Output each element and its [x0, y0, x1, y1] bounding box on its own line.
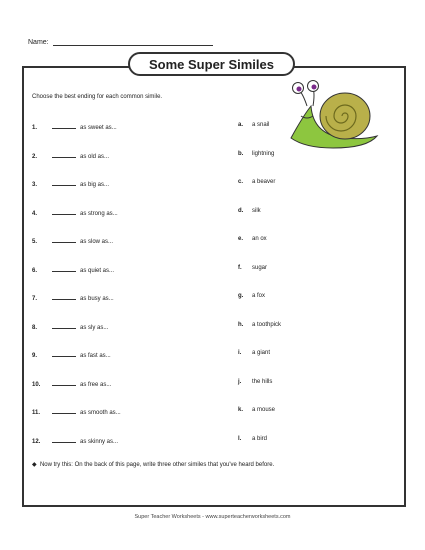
question-text: as skinny as...: [80, 438, 119, 445]
question-text: as slow as...: [80, 239, 114, 245]
answer-blank[interactable]: [52, 379, 76, 386]
answer-option: [238, 322, 281, 328]
answer-text: a bird: [252, 435, 268, 442]
answer-blank[interactable]: [52, 236, 76, 243]
answer-text: a toothpick: [252, 321, 282, 328]
answer-letter: f.: [238, 264, 242, 271]
question-number: 5.: [32, 239, 38, 245]
answer-letter: e.: [238, 236, 244, 242]
question-number: 12.: [32, 438, 41, 445]
answer-letter: j.: [238, 378, 242, 385]
question-text: as sweet as...: [80, 125, 117, 131]
answer-letter: d.: [238, 207, 244, 214]
simile-question: [32, 379, 111, 389]
question-text: as busy as...: [80, 296, 114, 302]
simile-question: [32, 293, 114, 303]
question-number: 4.: [32, 210, 38, 217]
question-number: 6.: [32, 267, 38, 274]
question-number: 2.: [32, 153, 38, 160]
answer-text: a beaver: [252, 179, 276, 185]
simile-question: [32, 265, 114, 275]
simile-question: [32, 236, 113, 246]
answer-letter: g.: [238, 293, 244, 299]
answer-text: sugar: [252, 264, 268, 271]
answer-text: a mouse: [252, 407, 276, 413]
worksheet-title: Some Super Similes: [128, 52, 295, 76]
question-text: as strong as...: [80, 210, 118, 217]
answer-text: lightning: [252, 150, 275, 157]
answer-blank[interactable]: [52, 151, 76, 158]
question-text: as sly as...: [80, 324, 109, 331]
simile-question: [32, 208, 118, 218]
name-field: [28, 38, 213, 46]
question-number: 10.: [32, 381, 41, 388]
answer-option: [238, 236, 267, 242]
instructions-text: Choose the best ending for each common simile.: [32, 94, 163, 100]
question-number: 11.: [32, 410, 41, 416]
answer-blank[interactable]: [52, 179, 76, 186]
answer-blank[interactable]: [52, 407, 76, 414]
question-text: as fast as...: [80, 353, 111, 359]
question-number: 3.: [32, 182, 38, 188]
answer-text: a giant: [252, 350, 271, 356]
question-text: as quiet as...: [80, 267, 115, 274]
answer-option: [238, 151, 274, 157]
answer-letter: c.: [238, 179, 244, 185]
answer-blank[interactable]: [52, 350, 76, 357]
simile-question: [32, 122, 117, 132]
simile-question: [32, 436, 118, 446]
question-text: as free as...: [80, 381, 112, 388]
simile-question: [32, 407, 121, 417]
answer-option: [238, 208, 261, 214]
question-text: as old as...: [80, 153, 110, 160]
answer-text: the hills: [252, 378, 273, 385]
answer-option: [238, 407, 275, 413]
answer-blank[interactable]: [52, 293, 76, 300]
answer-option: [238, 179, 275, 185]
answer-letter: h.: [238, 321, 244, 328]
question-number: 1.: [32, 125, 38, 131]
answer-text: silk: [252, 207, 261, 214]
answer-blank[interactable]: [52, 436, 76, 443]
answer-text: a fox: [252, 293, 266, 299]
answer-option: [238, 379, 272, 385]
answer-blank[interactable]: [52, 265, 76, 272]
answer-option: [238, 350, 270, 356]
answer-option: [238, 293, 265, 299]
question-number: 7.: [32, 296, 38, 302]
snail-icon: [283, 76, 383, 156]
simile-question: [32, 322, 108, 332]
try-it-note: ◆ Now try this: On the back of this page, write three other similes that you've heard before.: [32, 462, 275, 468]
question-number: 8.: [32, 324, 38, 331]
answer-letter: k.: [238, 407, 244, 413]
footer-credit: Super Teacher Worksheets - www.superteacherworksheets.com: [134, 514, 291, 520]
answer-letter: a.: [238, 122, 244, 128]
answer-blank[interactable]: [52, 122, 76, 129]
answer-blank[interactable]: [52, 208, 76, 215]
answer-blank[interactable]: [52, 322, 76, 329]
answer-option: [238, 265, 267, 271]
simile-question: [32, 179, 109, 189]
name-label: Name:: [28, 39, 49, 46]
answer-option: [238, 122, 269, 128]
answer-option: [238, 436, 267, 442]
answer-text: an ox: [252, 236, 267, 242]
simile-question: [32, 151, 109, 161]
name-blank[interactable]: [53, 38, 213, 46]
question-text: as big as...: [80, 182, 110, 188]
question-text: as smooth as...: [80, 410, 121, 416]
answer-text: a snail: [252, 122, 270, 128]
answer-letter: l.: [238, 435, 242, 442]
question-number: 9.: [32, 353, 38, 359]
answer-letter: i.: [238, 350, 242, 356]
simile-question: [32, 350, 111, 360]
answer-letter: b.: [238, 150, 244, 157]
